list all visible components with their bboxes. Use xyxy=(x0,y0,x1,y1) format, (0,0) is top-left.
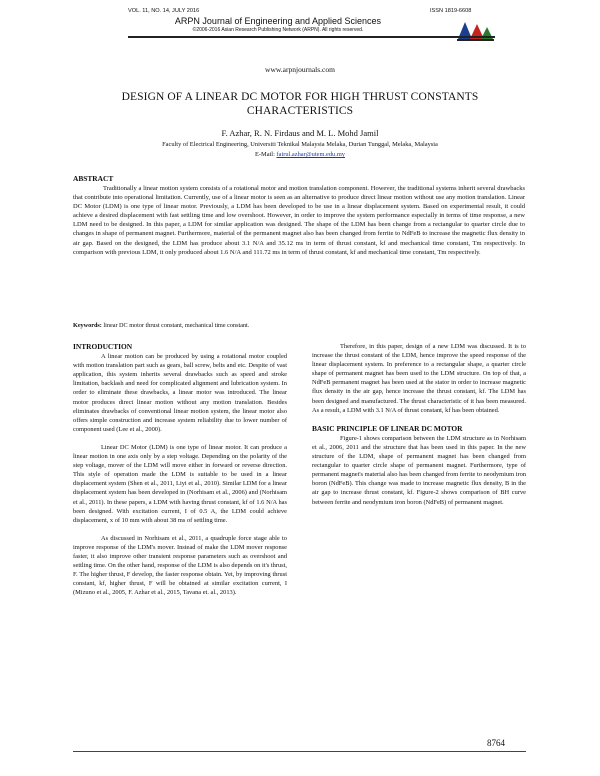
article-title: DESIGN OF A LINEAR DC MOTOR FOR HIGH THRUST CONSTANTS CHARACTERISTICS xyxy=(121,91,479,117)
journal-name: ARPN Journal of Engineering and Applied Sciences xyxy=(174,16,382,26)
right-column xyxy=(312,342,526,507)
left-column xyxy=(73,342,287,597)
intro-paragraph-1: A linear motion can be produced by using a rotational motor coupled with motion translation part such as gears, ball screw, belts and etc. Despite of vast application, this system inherits several drawbacks such as speed and stroke limitation, backlash and need for complicated alignment and lubrication system. In order to eliminate these drawbacks, a linear motor was introduced. The linear motor produces direct linear motion without any motion translation. Besides eliminates drawbacks of conventional linear motion system, the linear motor also offers simple construction and increase system reliability due to lower number of component used (Lee et al., 2000). xyxy=(73,353,287,433)
introduction-heading: INTRODUCTION xyxy=(73,342,133,351)
journal-website: www.arpnjournals.com xyxy=(265,65,335,74)
intro-paragraph-3: As discussed in Norhisam et al., 2011, a quadruple force stage able to improve response of the LDM's mover. Instead of make the LDM mover response faster, it also improve other transient response parameters such as overshoot and settling time. On the other hand, response of the LDM is also depends on it's thrust, F. The higher thrust, F develop, the faster response obtain. Yet, by improving thrust constant, kf, higher thrust, F will be obtained at similar excitation current, I (Mizuno et al., 2005, F. Azhar et al., 2015, Tavana et. al., 2013). xyxy=(73,534,287,597)
email-label: E-Mail: xyxy=(254,151,275,158)
right-paragraph-1: Therefore, in this paper, design of a new LDM was discussed. It is to increase the thrust constant of the LDM, hence improve the speed response of the linear displacement system. In preference to a rectangular shape, a quarter circle shape of permanent magnet has been used to the LDM structure. On top of that, a NdFeB permanent magnet has been used at the stator in order to increase magnetic flux density in the air gap, hence increase the thrust constant, kf. The LDM has been designed and manufactured. The thrust characteristic of it has been measured. As a result, a LDM with 3.1 N/A of thrust constant, kf has been obtained. xyxy=(312,343,526,414)
keywords xyxy=(73,322,525,329)
article-authors: F. Azhar, R. N. Firdaus and M. L. Mohd Jamil xyxy=(221,128,379,138)
keywords-label: Keywords: xyxy=(73,322,102,329)
author-email-link[interactable]: fairul.azhar@utem.edu.my xyxy=(276,151,346,158)
arpn-logo-icon xyxy=(455,18,495,42)
author-email-line xyxy=(0,151,600,158)
keywords-text: linear DC motor thrust constant, mechanical time constant. xyxy=(103,322,250,329)
header-rule xyxy=(128,36,495,38)
footer-rule xyxy=(73,751,526,752)
author-affiliation: Faculty of Electrical Engineering, Universiti Teknikal Malaysia Melaka, Durian Tunggal, Melaka, Malaysia xyxy=(162,141,438,148)
abstract-heading: ABSTRACT xyxy=(73,174,114,183)
page-number: 8764 xyxy=(487,738,505,748)
issn: ISSN 1819-6608 xyxy=(430,8,472,14)
intro-paragraph-2: Linear DC Motor (LDM) is one type of linear motor. It can produce a linear motion in one axis only by a step voltage. Depending on the polarity of the step voltage, mover of the LDM will move either in forward or reverse direction. This style of operation made the LDM is suitable to be used in a linear displacement system (Shen et al., 2011, Liyi et al., 2010). Similar LDM for a linear displacement system has been developed in (Norhisam et al., 2006) and (Norhisam et al., 2011). In these papers, a LDM with having thrust constant, kf of 1.6 N/A has been designed. With excitation current, I of 0.5 A, the LDM could achieve displacement, x of 10 mm with about 38 ms of settling time. xyxy=(73,443,287,524)
copyright-notice: ©2006-2016 Asian Research Publishing Network (ARPN). All rights reserved. xyxy=(192,27,364,33)
abstract-text: Traditionally a linear motion system consists of a rotational motor and motion translation component. However, the traditional systems inherit several drawbacks that contribute into operational limitation. Currently, use of a linear motor is seen as an alternative to produce direct linear motion without use any motion translation. Linear DC Motor (LDM) is one type of linear motor. Previously, a LDM has been developed to be use in a linear displacement system. Based on experimental result, it could achieve a desired displacement with fast settling time and low overshoot. However, in order to improve the system performance especially in terms of time response, a new LDM need to be designed. In this paper, a LDM for similar application was designed. The shape of the LDM has been change from a rectangular to quarter circle due to changes in shape of permanent magnet. Furthermore, material of the permanent magnet also has been changed from ferrite to NdFeB to increase the magnetic flux density in air gap. Based on the designed, the LDM has produce about 3.1 N/A and 35.12 ms in term of thrust constant, kf and mechanical time constant, Tm respectively. In comparison with previous LDM, it only produced about 1.6 N/A and 111.72 ms in term of thrust constant, kf and mechanical time constant, Tm respectively. xyxy=(73,185,525,256)
right-paragraph-2: Figure-1 shows comparison between the LDM structure as in Norhisam et al., 2006, 2011 and the structure that has been used in this paper. In the new structure of the LDM, shape of permanent magnet has been changed from rectangular to quarter circle shape of permanent magnet. Furthermore, type of permanent magnet's material also has been changed from ferrite to neodymium iron boron (NdFeB). This change was made to increase magnetic flux density, B in the air gap to increase thrust constant, kf. Figure-2 shows comparison of BH curve between ferrite and neodymium iron boron (NdFeB) of permanent magnet. xyxy=(312,434,526,506)
basic-principle-heading: BASIC PRINCIPLE OF LINEAR DC MOTOR xyxy=(312,423,463,433)
volume-info: VOL. 11, NO. 14, JULY 2016 xyxy=(128,8,200,14)
